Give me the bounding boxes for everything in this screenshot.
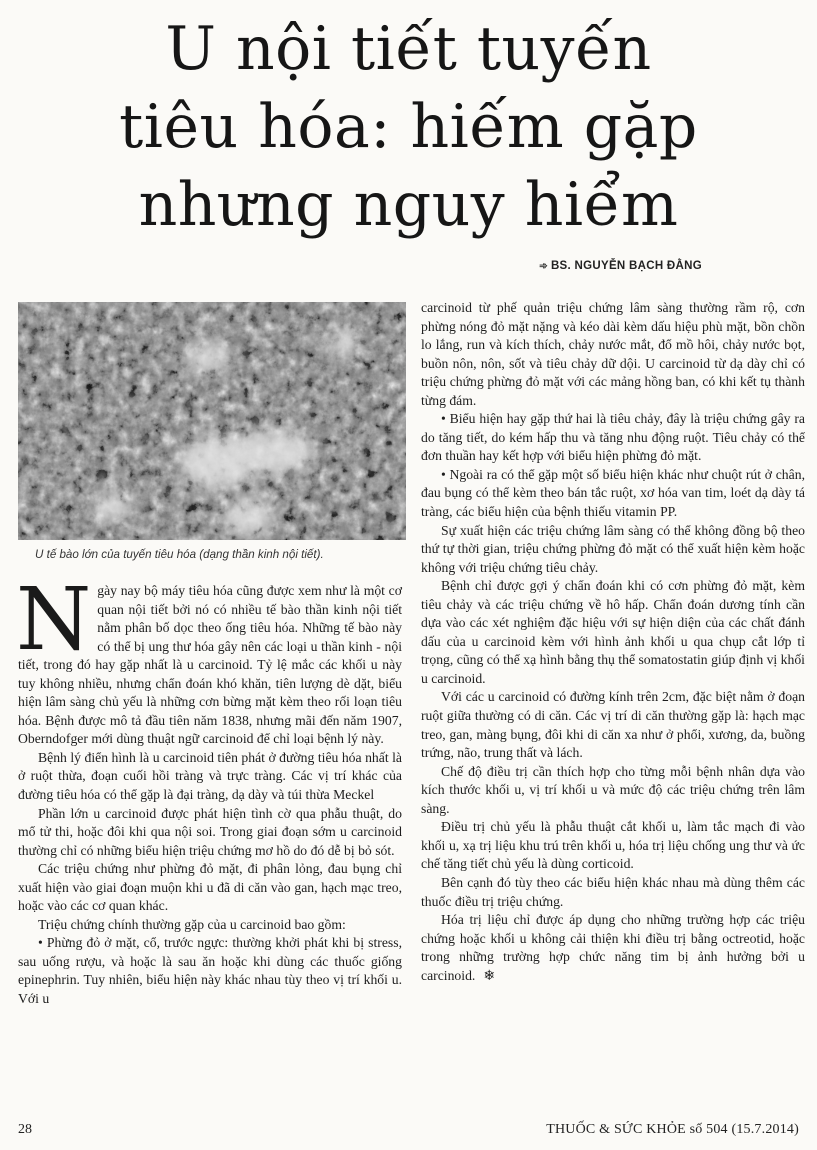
paragraph: Hóa trị liệu chỉ được áp dụng cho những trường hợp các triệu chứng hoặc khối u không cải thiện khi điều trị bằng octreotid, hoặc trong những trường hợp chức năng tim bị ảnh hưởng bởi u carcinoid. ❄ (421, 912, 805, 984)
tissue-texture-image (18, 302, 406, 540)
paragraph: Với các u carcinoid có đường kính trên 2cm, đặc biệt nằm ở đoạn ruột giữa thường có di căn. Các vị trí di căn thường gặp là: hạch mạc treo, gan, màng bụng, đôi khi di căn xa như ở phổi, xương, da, buồng trứng, não, trung thất và lách. (421, 689, 805, 761)
title-line-1: U nội tiết tuyến (165, 14, 652, 84)
left-column (16, 570, 402, 1009)
paragraph: • Ngoài ra có thể gặp một số biểu hiện khác như chuột rút ở chân, đau bụng có thể kèm theo bán tắc ruột, xơ hóa van tim, loét dạ dày tá tràng, các biểu hiện của bệnh thiếu vitamin PP. (421, 466, 805, 520)
paragraph: Sự xuất hiện các triệu chứng lâm sàng có thể không đồng bộ theo thứ tự thời gian, triệu chứng phừng đỏ mặt có thể xuất hiện kèm hoặc không với triệu chứng tiêu chảy. (421, 522, 805, 575)
paragraph: • Phừng đỏ ở mặt, cổ, trước ngực: thường khởi phát khi bị stress, sau uống rượu, và hoặc là sau ăn hoặc khi dùng các thuốc giống epinephrin. Tuy nhiên, biểu hiện này khác nhau tùy theo vị trí khối u. Với u (18, 935, 402, 1007)
paragraph: carcinoid từ phế quản triệu chứng lâm sàng thường rầm rộ, cơn phừng nóng đỏ mặt nặng và kéo dài kèm dấu hiệu phù mặt, bồn chồn lo lắng, run và kích thích, chảy nước mắt, đổ mồ hôi, chảy nước bọt, buồn nôn, nôn, sốt và tiêu chảy dữ dội. U carcinoid từ dạ dày chỉ có triệu chứng phừng đỏ mặt với các mảng hồng ban, có khi kết tụ thành từng đám. (421, 300, 805, 408)
paragraph: • Biểu hiện hay gặp thứ hai là tiêu chảy, đây là triệu chứng gây ra do tăng tiết, do kém hấp thu và tăng nhu động ruột. Tiêu chảy có thể đơn thuần hay kết hợp với biểu hiện phừng đỏ mặt. (421, 411, 805, 464)
histology-photo (18, 302, 406, 540)
right-column (421, 299, 805, 986)
paragraph: Phần lớn u carcinoid được phát hiện tình cờ qua phẫu thuật, do mổ tử thi, hoặc đôi khi qua nội soi. Trong giai đoạn sớm u carcinoid thường chỉ có những biểu hiện triệu chứng mơ hồ do đó dễ bị bỏ sót. (18, 805, 402, 858)
paragraph: Các triệu chứng như phừng đỏ mặt, đi phân lỏng, đau bụng chỉ xuất hiện vào giai đoạn muộn khi u đã di căn vào gan, hạch mạc treo, hoặc vào các cơ quan khác. (18, 861, 402, 914)
photo-caption: U tế bào lớn của tuyến tiêu hóa (dạng thần kinh nội tiết). (35, 548, 324, 561)
title-line-2: tiêu hóa: hiếm gặp (119, 92, 698, 162)
end-mark-icon: ❄ (483, 968, 496, 984)
article-title (0, 10, 817, 244)
title-line-3: nhưng nguy hiểm (138, 170, 679, 240)
paragraph: Điều trị chủ yếu là phẫu thuật cắt khối u, làm tắc mạch đi vào khối u, xạ trị liệu khu trú trên khối u, hóa trị liệu chống ung thư và ức chế tăng tiết chủ yếu là dùng corticoid. (421, 819, 805, 872)
paragraph: Triệu chứng chính thường gặp của u carcinoid bao gồm: (38, 916, 346, 932)
byline-arrow-icon: ➾ (539, 261, 548, 272)
paragraph: Bên cạnh đó tùy theo các biểu hiện khác nhau mà dùng thêm các thuốc điều trị triệu chứng. (421, 874, 805, 909)
paragraph: Bệnh lý điển hình là u carcinoid tiên phát ở đường tiêu hóa nhất là ở ruột thừa, đoạn cuối hồi tràng và trực tràng. Các vị trí khác của đường tiêu hóa có thể gặp là đại tràng, dạ dày và túi thừa Meckel (18, 749, 402, 803)
paragraph: Ngày nay bộ máy tiêu hóa cũng được xem như là một cơ quan nội tiết bởi nó có nhiều tế bào thần kinh nội tiết nằm phân bố dọc theo ống tiêu hóa. Những tế bào này có thể bị ung thư hóa gây nên các loại u thần kinh - nội tiết, trong đó hay gặp nhất là u carcinoid. Tỷ lệ mắc các khối u này tuy không nhiều, nhưng chẩn đoán khó khăn, tiên lượng dè dặt, biểu hiện lâm sàng chủ yếu là những cơn bừng mặt kèm theo rối loạn tiêu hóa. Bệnh được mô tả đầu tiên năm 1838, nhưng mãi đến năm 1907, Oberndofger mới dùng thuật ngữ carcinoid để chỉ loại bệnh lý này. (16, 570, 402, 747)
drop-cap: N (16, 570, 92, 670)
magazine-issue: THUỐC & SỨC KHỎE số 504 (15.7.2014) (546, 1122, 799, 1137)
paragraph: Chế độ điều trị cần thích hợp cho từng mỗi bệnh nhân dựa vào kích thước khối u, vị trí khối u và mức độ các triệu chứng trên lâm sàng. (421, 763, 805, 816)
page-number: 28 (18, 1122, 32, 1137)
author-name: BS. NGUYỄN BẠCH ĐẰNG (550, 260, 702, 272)
paragraph: Bệnh chỉ được gợi ý chẩn đoán khi có cơn phừng đỏ mặt, kèm tiêu chảy và các triệu chứng về hô hấp. Chẩn đoán dương tính cần dựa vào các xét nghiệm đặc hiệu với sự hiện diện của các chất đánh dấu của u carcinoid kèm với hình ảnh khối u qua chụp cắt lớp tỉ trọng, cũng có thể xạ hình bằng thụ thể somatostatin giúp định vị khối u carcinoid. (421, 578, 805, 686)
author-byline (539, 260, 702, 272)
